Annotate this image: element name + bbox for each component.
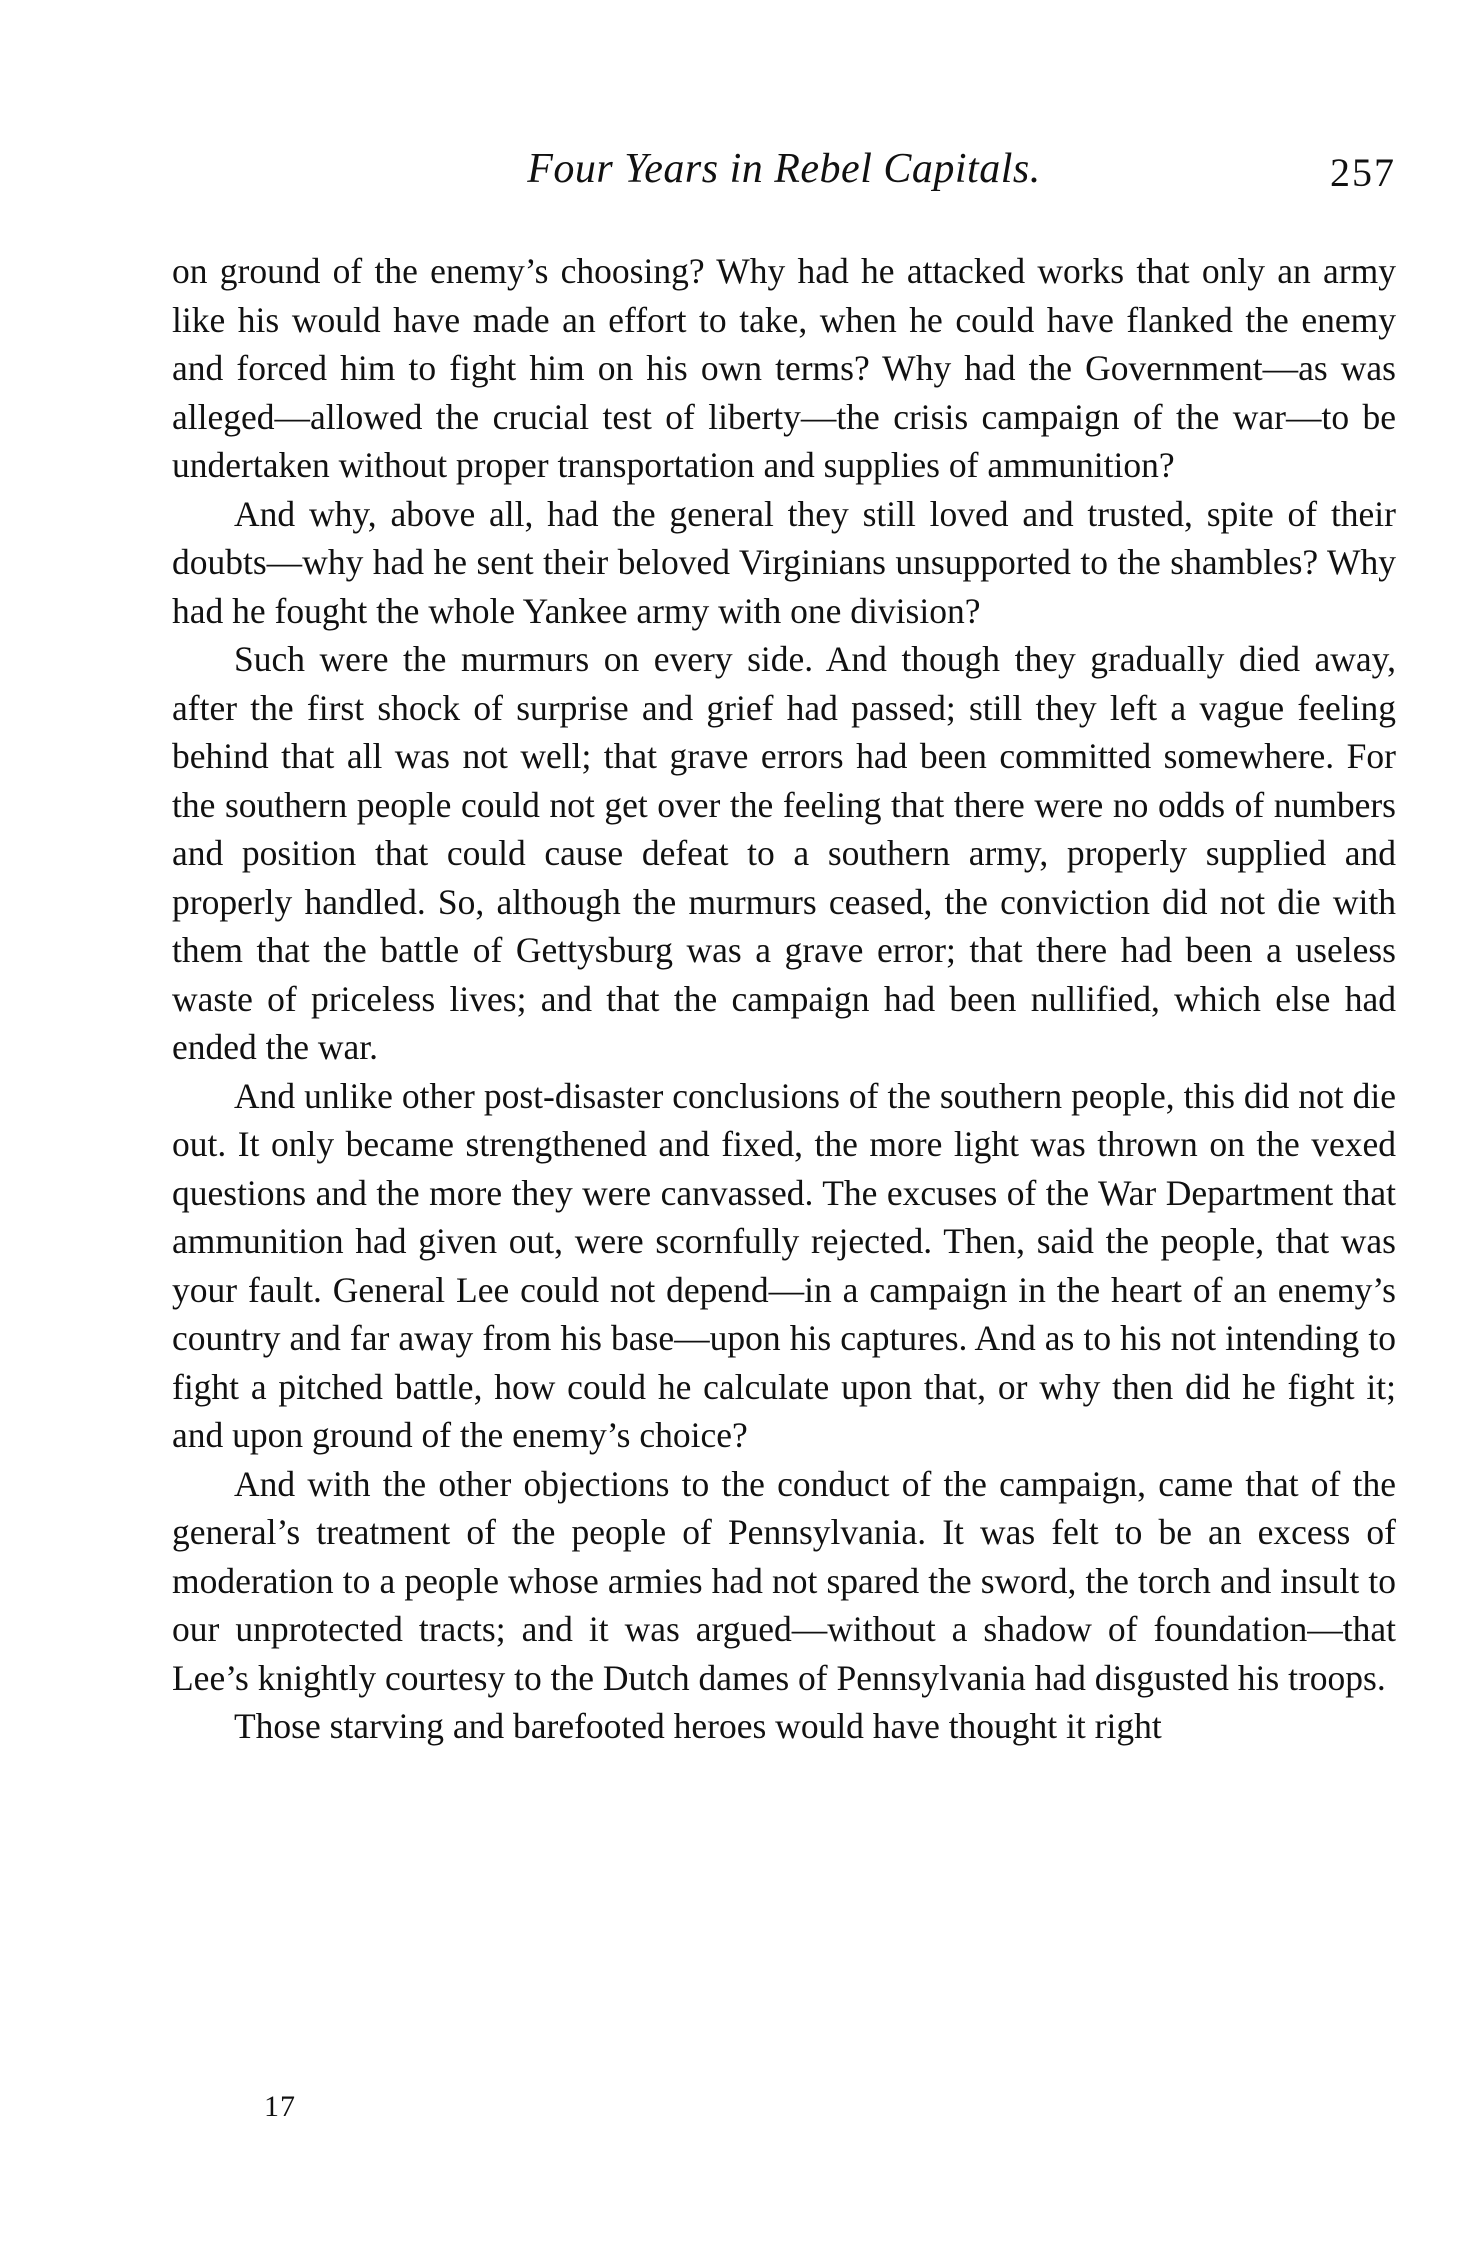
page-header [172,145,1396,205]
page-number: 257 [1330,150,1396,195]
paragraph: Those starving and barefooted heroes would have thought it right [234,1706,1162,1746]
paragraph: And with the other objections to the conduct of the campaign, came that of the general’s treatment of the people of Pennsylvania. It was felt to be an excess of moderation to a people whose armies had not spared the sword, the torch and insult to our unprotected tracts; and it was argued—without a shadow of foundation—that Lee’s knightly courtesy to the Dutch dames of Pennsylvania had disgusted his troops. [172,1463,1396,1698]
paragraph: on ground of the enemy’s choosing? Why had he attacked works that only an army like his would have made an effort to take, when he could have flanked the enemy and forced him to fight him on his own terms? Why had the Government—as was alleged—allowed the crucial test of liberty—the crisis campaign of the war—to be undertaken without proper transportation and supplies of ammunition? [172,251,1396,485]
paragraph: And why, above all, had the general they still loved and trusted, spite of their doubts—why had he sent their beloved Virginians unsupported to the shambles? Why had he fought the whole Yankee army with one division? [172,493,1396,631]
paragraph: Such were the murmurs on every side. And though they gradually died away, after the first shock of surprise and grief had passed; still they left a vague feeling behind that all was not well; that grave errors had been committed somewhere. For the southern people could not get over the feeling that there were no odds of numbers and position that could cause defeat to a southern army, properly supplied and properly handled. So, although the murmurs ceased, the conviction did not die with them that the battle of Gettysburg was a grave error; that there had been a useless waste of priceless lives; and that the campaign had been nullified, which else had ended the war. [172,639,1396,1067]
running-title: Four Years in Rebel Capitals. [527,146,1041,192]
paragraph: And unlike other post-disaster conclusions of the southern people, this did not die out. It only became strengthened and fixed, the more light was thrown on the vexed questions and the more they were canvassed. The excuses of the War Department that ammunition had given out, were scornfully rejected. Then, said the people, that was your fault. General Lee could not depend—in a campaign in the heart of an enemy’s country and far away from his base—upon his captures. And as to his not intending to fight a pitched battle, how could he calculate upon that, or why then did he fight it; and upon ground of the enemy’s choice? [172,1075,1396,1455]
signature-mark: 17 [264,2090,296,2123]
body-text [172,247,1396,1751]
